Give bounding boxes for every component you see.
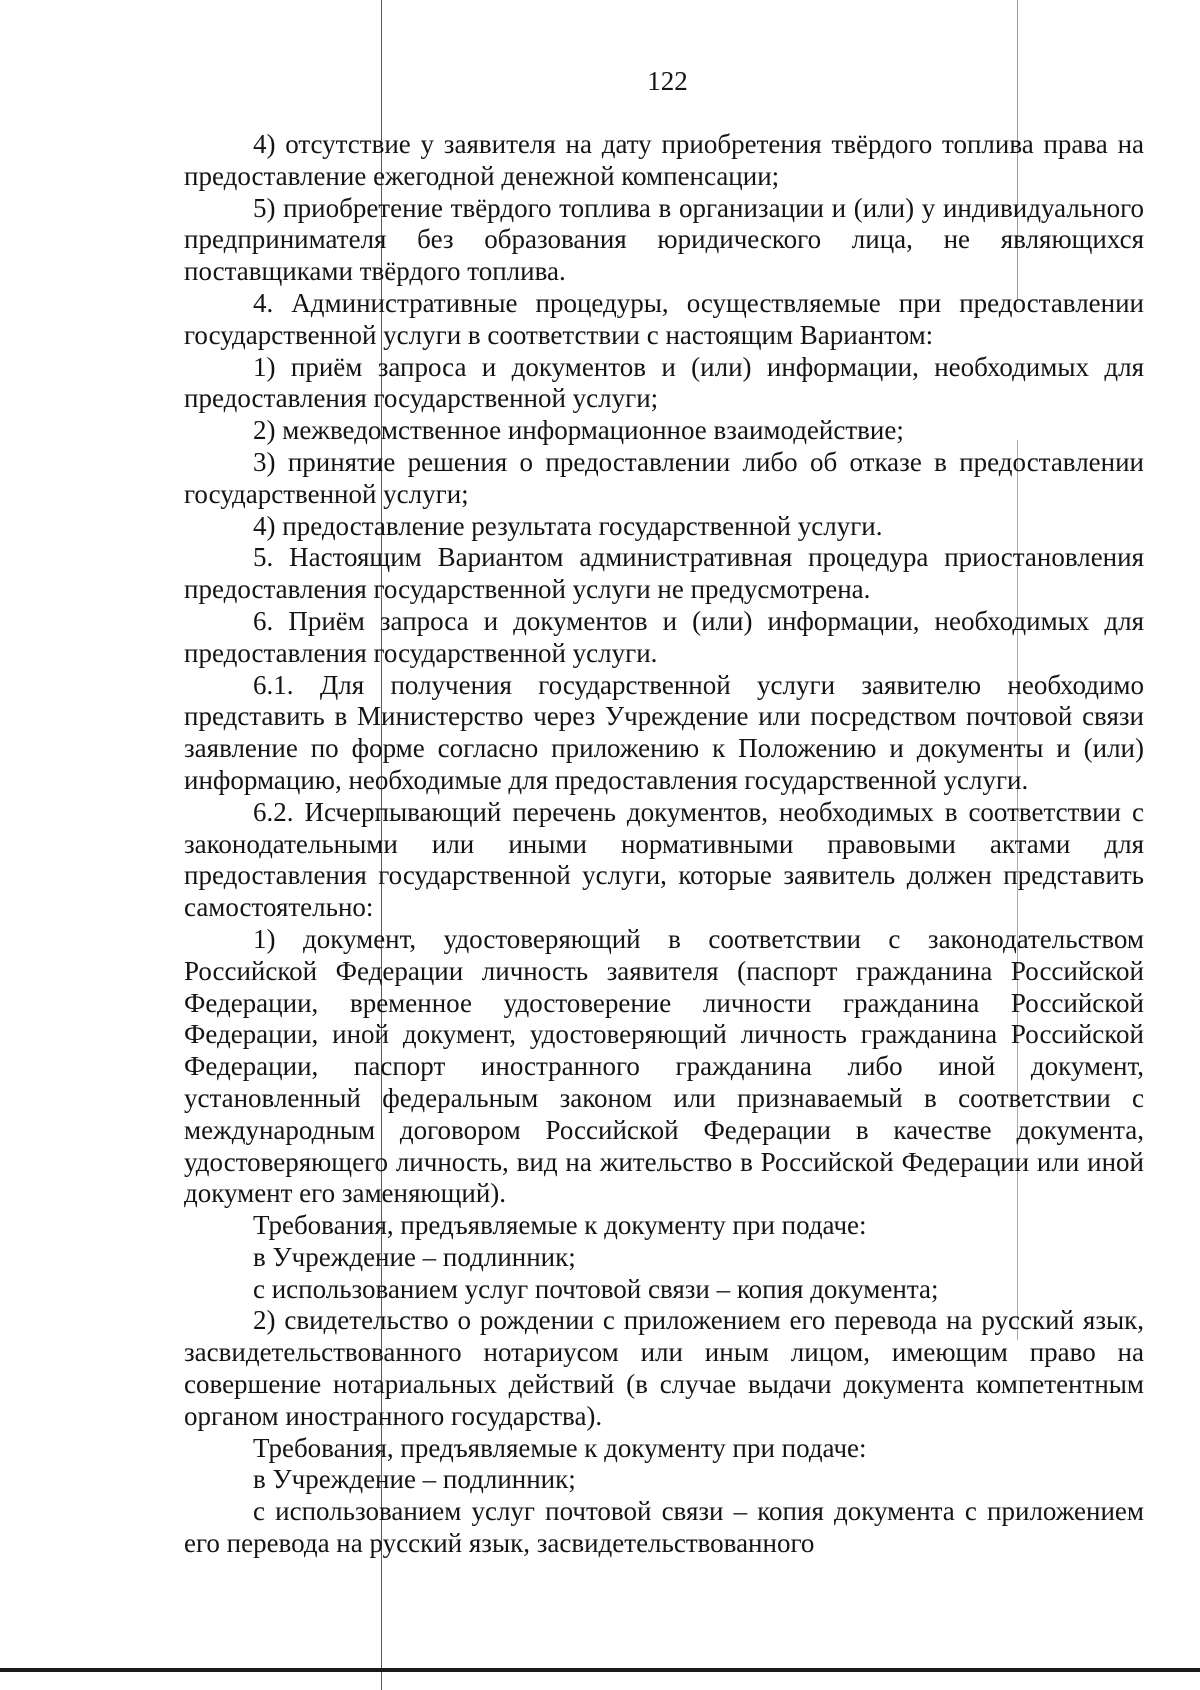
paragraph: 4) предоставление результата государственной услуги. (253, 510, 883, 541)
paragraph: Требования, предъявляемые к документу при подаче: (253, 1210, 867, 1241)
paragraph: с использованием услуг почтовой связи – копия документа; (253, 1273, 939, 1304)
paragraph: 5) приобретение твёрдого топлива в организации и (или) у индивидуального предпринимателя без образования юридического лица, не являющихся поставщиками твёрдого топлива. (184, 192, 1144, 287)
paragraph: Требования, предъявляемые к документу при подаче: (253, 1432, 867, 1463)
paragraph: 5. Настоящим Вариантом административная процедура приостановления предоставления государственной услуги не предусмотрена. (184, 542, 1144, 605)
paragraph: 1) приём запроса и документов и (или) информации, необходимых для предоставления государственной услуги; (184, 351, 1144, 414)
paragraph: 6.2. Исчерпывающий перечень документов, необходимых в соответствии с законодательными или иными нормативными правовыми актами для предоставления государственной услуги, которые заявитель должен представить самостоятельно: (184, 796, 1144, 923)
document-body (184, 129, 1144, 1560)
paragraph: в Учреждение – подлинник; (253, 1241, 576, 1272)
scan-bottom-edge (0, 1668, 1200, 1672)
paragraph: 4. Административные процедуры, осуществляемые при предоставлении государственной услуги в соответствии с настоящим Вариантом: (184, 287, 1144, 350)
paragraph: 1) документ, удостоверяющий в соответствии с законодательством Российской Федерации личность заявителя (паспорт гражданина Российской Федерации, временное удостоверение личности гражданина Российской Федерации, иной документ, удостоверяющий личность гражданина Российской Федерации, паспорт иностранного гражданина либо иной документ, установленный федеральным законом или признаваемый в соответствии с международным договором Российской Федерации в качестве документа, удостоверяющего личность, вид на жительство в Российской Федерации или иной документ его заменяющий). (184, 923, 1144, 1209)
paragraph: 2) свидетельство о рождении с приложением его перевода на русский язык, засвидетельствованного нотариусом или иным лицом, имеющим право на совершение нотариальных действий (в случае выдачи документа компетентным органом иностранного государства). (184, 1305, 1144, 1431)
paragraph: 3) принятие решения о предоставлении либо об отказе в предоставлении государственной услуги; (184, 446, 1144, 509)
paragraph: 2) межведомственное информационное взаимодействие; (253, 415, 904, 446)
paragraph: в Учреждение – подлинник; (253, 1464, 576, 1495)
paragraph: с использованием услуг почтовой связи – копия документа с приложением его перевода на русский язык, засвидетельствованного (184, 1496, 1144, 1559)
page-number: 122 (647, 66, 688, 96)
paragraph: 6. Приём запроса и документов и (или) информации, необходимых для предоставления государственной услуги. (184, 605, 1144, 668)
paragraph: 4) отсутствие у заявителя на дату приобретения твёрдого топлива права на предоставление ежегодной денежной компенсации; (184, 129, 1144, 191)
paragraph: 6.1. Для получения государственной услуги заявителю необходимо представить в Министерство через Учреждение или посредством почтовой связи заявление по форме согласно приложению к Положению и документы и (или) информацию, необходимые для предоставления государственной услуги. (184, 669, 1144, 795)
